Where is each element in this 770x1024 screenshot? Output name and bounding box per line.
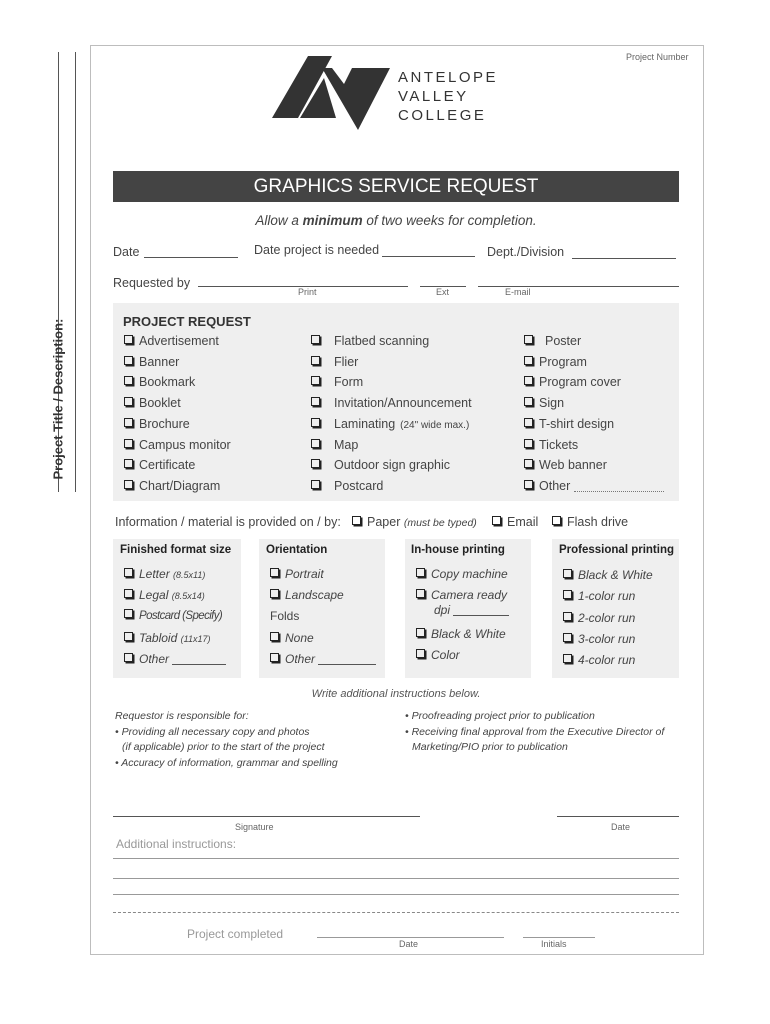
checkbox-icon — [124, 397, 133, 406]
checkbox-icon — [124, 439, 133, 448]
camera-ready-checkbox[interactable]: Camera ready — [416, 588, 507, 602]
project-form-checkbox[interactable]: Form — [311, 375, 363, 389]
checkbox-icon — [416, 589, 425, 598]
checkbox-icon — [563, 633, 572, 642]
date-needed-field[interactable] — [382, 256, 475, 257]
date-needed-label: Date project is needed — [254, 243, 380, 257]
checkbox-icon — [311, 439, 320, 448]
project-sign-checkbox[interactable]: Sign — [524, 396, 564, 410]
landscape-checkbox[interactable]: Landscape — [270, 588, 344, 602]
project-other-field[interactable] — [574, 491, 664, 492]
checkbox-icon — [311, 335, 320, 344]
professional-3-color-run-checkbox[interactable]: 3-color run — [563, 632, 635, 646]
logo-line-1: ANTELOPE — [398, 69, 499, 86]
copy-machine-checkbox[interactable]: Copy machine — [416, 567, 508, 581]
project-banner-checkbox[interactable]: Banner — [124, 355, 179, 369]
requested-by-label: Requested by — [113, 276, 191, 290]
project-invitation-announcement-checkbox[interactable]: Invitation/Announcement — [311, 396, 472, 410]
folds-label: Folds — [270, 609, 300, 623]
project-certificate-checkbox[interactable]: Certificate — [124, 458, 195, 472]
dpi-label: dpi — [434, 603, 509, 617]
subtitle: Allow a minimum of two weeks for completion. — [255, 213, 537, 228]
checkbox-icon — [492, 516, 501, 525]
checkbox-icon — [311, 459, 320, 468]
write-additional: Write additional instructions below. — [311, 688, 481, 700]
professional-black-white-checkbox[interactable]: Black & White — [563, 568, 653, 582]
signature-field[interactable] — [113, 816, 420, 817]
project-bookmark-checkbox[interactable]: Bookmark — [124, 375, 195, 389]
checkbox-icon — [270, 568, 279, 577]
project-chart-diagram-checkbox[interactable]: Chart/Diagram — [124, 479, 220, 493]
checkbox-icon — [311, 356, 320, 365]
professional-heading: Professional printing — [559, 544, 675, 556]
checkbox-icon — [416, 568, 425, 577]
letter-checkbox[interactable]: Letter (8.5x11) — [124, 567, 205, 581]
legal-checkbox[interactable]: Legal (8.5x14) — [124, 588, 205, 602]
project-advertisement-checkbox[interactable]: Advertisement — [124, 334, 219, 348]
logo-line-3: COLLEGE — [398, 107, 487, 124]
professional-4-color-run-checkbox[interactable]: 4-color run — [563, 653, 635, 667]
checkbox-icon — [563, 654, 572, 663]
professional-2-color-run-checkbox[interactable]: 2-color run — [563, 611, 635, 625]
avc-logo-mark — [272, 56, 392, 132]
checkbox-icon — [563, 569, 572, 578]
checkbox-icon — [124, 480, 133, 489]
side-label: Project Title / Description: — [50, 318, 66, 480]
additional-line-1[interactable] — [113, 858, 679, 859]
ext-caption: Ext — [436, 287, 450, 297]
project-booklet-checkbox[interactable]: Booklet — [124, 396, 181, 410]
checkbox-icon — [311, 376, 320, 385]
print-caption: Print — [298, 287, 317, 297]
checkbox-icon — [270, 632, 279, 641]
signature-caption: Signature — [235, 822, 274, 832]
additional-label: Additional instructions: — [116, 837, 237, 851]
tabloid-checkbox[interactable]: Tabloid (11x17) — [124, 631, 210, 645]
checkbox-icon — [311, 480, 320, 489]
checkbox-icon — [524, 335, 533, 344]
folds-other-field[interactable] — [318, 664, 376, 665]
project-laminating-checkbox[interactable]: Laminating (24" wide max.) — [311, 417, 469, 431]
project-web-banner-checkbox[interactable]: Web banner — [524, 458, 607, 472]
project-postcard-checkbox[interactable]: Postcard — [311, 479, 383, 493]
logo-text — [398, 68, 498, 125]
checkbox-icon — [416, 628, 425, 637]
initials-caption: Initials — [541, 939, 567, 949]
professional-1-color-run-checkbox[interactable]: 1-color run — [563, 589, 635, 603]
project-number-label: Project Number — [626, 52, 689, 62]
signature-date-field[interactable] — [557, 816, 679, 817]
email-caption: E-mail — [505, 287, 531, 297]
checkbox-icon — [124, 376, 133, 385]
project-program-cover-checkbox[interactable]: Program cover — [524, 375, 621, 389]
project-outdoor-sign-graphic-checkbox[interactable]: Outdoor sign graphic — [311, 458, 450, 472]
responsible-left: Requestor is responsible for: • Providing all necessary copy and photos (if applicable) prior to the start of the project • Accuracy of information, grammar and spelling — [115, 710, 338, 769]
project-map-checkbox[interactable]: Map — [311, 438, 358, 452]
responsible-right: • Proofreading project prior to publication • Receiving final approval from the Executive Director of Marketing/PIO prior to publication — [405, 710, 665, 753]
inhouse-color-checkbox[interactable]: Color — [416, 648, 460, 662]
project-other-checkbox[interactable]: Other — [524, 479, 664, 493]
flash-drive-checkbox[interactable]: Flash drive — [552, 515, 628, 529]
checkbox-icon — [124, 568, 133, 577]
checkbox-icon — [124, 632, 133, 641]
checkbox-icon — [552, 516, 561, 525]
page-title: GRAPHICS SERVICE REQUEST — [253, 176, 539, 197]
project-title-field-2[interactable] — [75, 52, 76, 492]
project-poster-checkbox[interactable]: Poster — [524, 334, 581, 348]
folds-none-checkbox[interactable]: None — [270, 631, 314, 645]
portrait-checkbox[interactable]: Portrait — [270, 567, 324, 581]
checkbox-icon — [124, 653, 133, 662]
checkbox-icon — [124, 335, 133, 344]
date-field[interactable] — [144, 257, 238, 258]
checkbox-icon — [311, 397, 320, 406]
dept-label: Dept./Division — [487, 245, 565, 259]
format-other-field[interactable] — [172, 664, 226, 665]
checkbox-icon — [524, 459, 533, 468]
checkbox-icon — [563, 590, 572, 599]
completed-initials-field[interactable] — [523, 937, 595, 938]
project-tickets-checkbox[interactable]: Tickets — [524, 438, 578, 452]
completed-date-field[interactable] — [317, 937, 504, 938]
project-flatbed-scanning-checkbox[interactable]: Flatbed scanning — [311, 334, 429, 348]
inhouse-heading: In-house printing — [411, 544, 505, 556]
date-label: Date — [113, 245, 140, 259]
additional-line-4[interactable] — [113, 912, 679, 913]
additional-line-3[interactable] — [113, 894, 679, 895]
folds-other-checkbox[interactable]: Other — [270, 652, 376, 666]
project-program-checkbox[interactable]: Program — [524, 355, 587, 369]
paper-checkbox[interactable]: Paper (must be typed) — [352, 515, 477, 529]
checkbox-icon — [524, 439, 533, 448]
checkbox-icon — [524, 397, 533, 406]
checkbox-icon — [270, 589, 279, 598]
inhouse-bw-checkbox[interactable]: Black & White — [416, 627, 506, 641]
checkbox-icon — [563, 612, 572, 621]
project-brochure-checkbox[interactable]: Brochure — [124, 417, 190, 431]
checkbox-icon — [524, 376, 533, 385]
provided-label: Information / material is provided on / by: — [115, 515, 341, 529]
checkbox-icon — [524, 480, 533, 489]
additional-line-2[interactable] — [113, 878, 679, 879]
project-flier-checkbox[interactable]: Flier — [311, 355, 358, 369]
checkbox-icon — [124, 418, 133, 427]
checkbox-icon — [270, 653, 279, 662]
signature-date-caption: Date — [611, 822, 631, 832]
email-checkbox[interactable]: Email — [492, 515, 538, 529]
checkbox-icon — [416, 649, 425, 658]
project-campus-monitor-checkbox[interactable]: Campus monitor — [124, 438, 231, 452]
checkbox-icon — [124, 589, 133, 598]
orientation-heading: Orientation — [266, 544, 328, 556]
checkbox-icon — [311, 418, 320, 427]
logo-line-2: VALLEY — [398, 88, 469, 105]
dpi-field[interactable] — [453, 615, 509, 616]
postcard-checkbox[interactable]: Postcard (Specify) — [124, 609, 222, 622]
format-heading: Finished format size — [120, 544, 232, 556]
completed-label: Project completed — [187, 927, 284, 941]
checkbox-icon — [524, 356, 533, 365]
checkbox-icon — [124, 459, 133, 468]
format-other-checkbox[interactable]: Other — [124, 652, 226, 666]
checkbox-icon — [124, 609, 133, 618]
checkbox-icon — [524, 418, 533, 427]
checkbox-icon — [124, 356, 133, 365]
project-t-shirt-design-checkbox[interactable]: T-shirt design — [524, 417, 614, 431]
title-bar — [113, 171, 679, 202]
completed-date-caption: Date — [399, 939, 419, 949]
checkbox-icon — [352, 516, 361, 525]
dept-field[interactable] — [572, 258, 676, 259]
project-request-heading: PROJECT REQUEST — [123, 314, 251, 329]
